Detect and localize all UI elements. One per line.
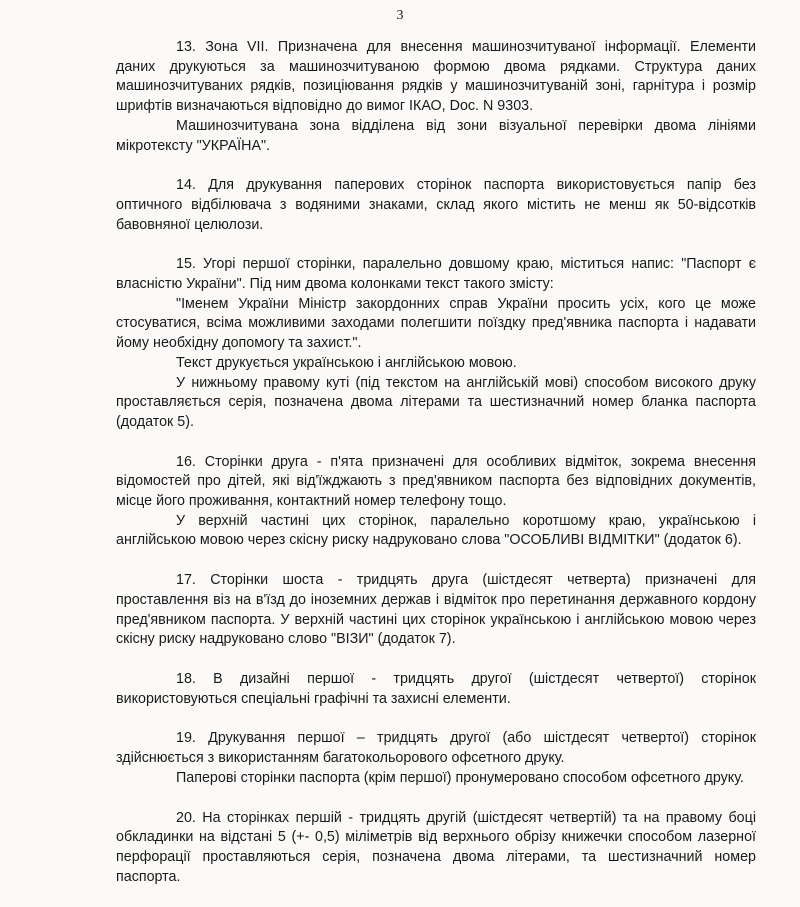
paragraph: 16. Сторінки друга - п'ята призначені для особливих відміток, зокрема внесення відомостей про дітей, які від'їжджають з пред'явником паспорта без відповідних документів, місце його проживання, контактний номер телефону тощо. (116, 453, 756, 510)
paragraph: 17. Сторінки шоста - тридцять друга (шістдесят четверта) призначені для проставлення віз на в'їзд до іноземних держав і відміток про перетинання державного кордону пред'явником паспорта. У верхній частині цих сторінок українською і англійською мовою через скісну риску надруковано слово "ВІЗИ" (додаток 7). (116, 572, 756, 648)
paragraph: Машинозчитувана зона відділена від зони візуальної перевірки двома лініями мікротексту "УКРАЇНА". (116, 117, 756, 154)
paragraph: Паперові сторінки паспорта (крім першої) пронумеровано способом офсетного друку. (176, 769, 744, 786)
paragraph: 14. Для друкування паперових сторінок паспорта використовується папір без оптичного відбілювача з водяними знаками, склад якого містить не менш як 50-відсотків бавовняної целюлози. (116, 177, 756, 233)
section-20 (116, 809, 756, 888)
paragraph: У верхній частині цих сторінок, паралельно коротшому краю, українською і англійською мовою через скісну риску надруковано слова "ОСОБЛИВІ ВІДМІТКИ" (додаток 6). (116, 512, 756, 549)
section-13 (116, 38, 756, 156)
paragraph: 15. Угорі першої сторінки, паралельно довшому краю, міститься напис: "Паспорт є власністю України". Під ним двома колонками текст такого змісту: (116, 256, 756, 293)
section-14 (116, 176, 756, 235)
document-body (116, 38, 756, 907)
page-number: 3 (396, 8, 404, 23)
section-18 (116, 670, 756, 709)
paragraph: У нижньому правому куті (під текстом на англійській мові) способом високого друку проставляється серія, позначена двома літерами та шестизначний номер бланка паспорта (додаток 5). (116, 374, 756, 430)
paragraph: 18. В дизайні першої - тридцять другої (шістдесят четвертої) сторінок використовуються спеціальні графічні та захисні елементи. (116, 670, 756, 707)
section-15 (116, 255, 756, 432)
section-16 (116, 453, 756, 552)
section-19 (116, 729, 756, 788)
paragraph: Текст друкується українською і англійською мовою. (176, 354, 517, 371)
paragraph: 20. На сторінках першій - тридцять другій (шістдесят четвертій) та на правому боці обкладинки на відстані 5 (+- 0,5) міліметрів від верхнього обрізу книжечки способом лазерної перфорації проставляються серія, позначена двома літерами, та шестизначний номер паспорта. (116, 809, 756, 885)
paragraph: 19. Друкування першої – тридцять другої (або шістдесят четвертої) сторінок здійснюється з використанням багатокольорового офсетного друку. (116, 730, 756, 767)
paragraph: "Іменем України Міністр закордонних справ України просить усіх, кого це може стосуватися, всіма можливими заходами полегшити поїздку пред'явника паспорта і надавати йому необхідну допомогу та захист.". (116, 295, 756, 352)
paragraph: 13. Зона VII. Призначена для внесення машинозчитуваної інформації. Елементи даних друкуються за машинозчитуваною формою двома рядками. Структура даних машинозчитуваних рядків, позиціювання рядків у машинозчитуваній зоні, гарнітура і розмір шрифтів визначаються відповідно до вимог ІКАО, Doc. N 9303. (116, 39, 756, 115)
section-17 (116, 571, 756, 650)
